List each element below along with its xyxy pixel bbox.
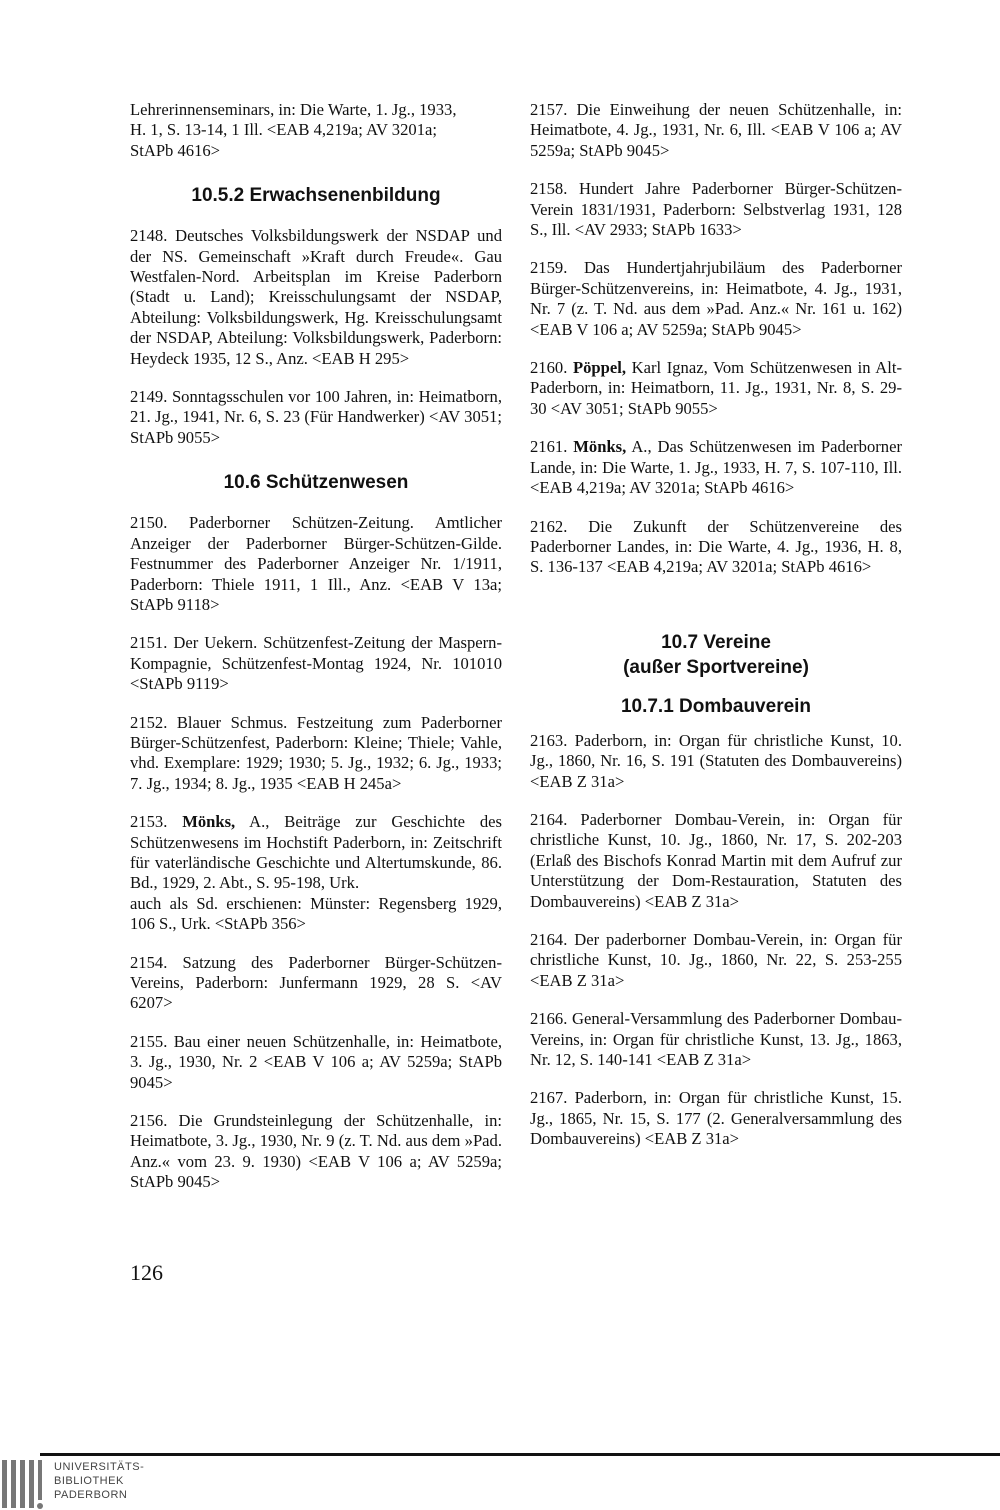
library-logo-text	[54, 1460, 144, 1502]
library-logo-line-3: PADERBORN	[54, 1489, 128, 1501]
entry-2150: 2150. Paderborner Schützen-Zeitung. Amtlicher Anzeiger der Paderborner Bürger-Schützen-Gilde. Festnummer des Paderborner Anzeiger Nr. 1/1911, Paderborn: Thiele 1911, 1 Ill., Anz. <EAB V 13a; StAPb 9118>	[130, 513, 502, 614]
footer-rule	[40, 1453, 1000, 1456]
entry-2155: 2155. Bau einer neuen Schützenhalle, in: Heimatbote, 3. Jg., 1930, Nr. 2 <EAB V 106 a; AV 5259a; StAPb 9045>	[130, 1031, 502, 1092]
entry-2161-number: 2161.	[530, 437, 568, 457]
entry-continued-line-2: H. 1, S. 13-14, 1 Ill. <EAB 4,219a; AV 3201a;	[130, 120, 437, 140]
heading-10-7	[530, 630, 902, 680]
library-logo-icon	[0, 1460, 50, 1510]
library-logo-line-1: UNIVERSITÄTS-	[54, 1461, 145, 1473]
entry-continued-line-3: StAPb 4616>	[130, 140, 221, 160]
entry-2163: 2163. Paderborn, in: Organ für christliche Kunst, 10. Jg., 1860, Nr. 16, S. 191 (Statuten des Dombauvereins) <EAB Z 31a>	[530, 730, 902, 791]
entry-2164-a: 2164. Paderborner Dombau-Verein, in: Organ für christliche Kunst, 10. Jg., 1860, Nr. 17, S. 202-203 (Erlaß des Bischofs Konrad Martin mit dem Aufruf zur Unterstützung der Dom-Restauration, Statuten des Dombauvereins) <EAB Z 31a>	[530, 809, 902, 911]
entry-2160-author: Pöppel,	[572, 358, 626, 378]
heading-10-5-2: 10.5.2 Erwachsenenbildung	[191, 185, 441, 207]
library-logo-line-2: BIBLIOTHEK	[54, 1475, 124, 1487]
entry-2164-b: 2164. Der paderborner Dombau-Verein, in: Organ für christliche Kunst, 10. Jg., 1860, Nr. 22, S. 253-255 <EAB Z 31a>	[530, 929, 902, 990]
entry-continued-line-1: Lehrerinnenseminars, in: Die Warte, 1. Jg., 1933,	[130, 100, 457, 119]
entry-2159: 2159. Das Hundertjahrjubiläum des Paderborner Bürger-Schützenvereins, in: Heimatbote, 4. Jg., 1931, Nr. 7 (z. T. Nd. aus dem »Pad. Anz.« Nr. 161 u. 162) <EAB V 106 a; AV 5259a; StAPb 9045>	[530, 258, 902, 339]
entry-2162: 2162. Die Zukunft der Schützenvereine des Paderborner Landes, in: Die Warte, 4. Jg., 1936, H. 8, S. 136-137 <EAB 4,219a; AV 3201a; StAPb 4616>	[530, 516, 902, 577]
entry-2151: 2151. Der Uekern. Schützenfest-Zeitung der Maspern-Kompagnie, Schützenfest-Montag 1924, Nr. 101010 <StAPb 9119>	[130, 633, 502, 694]
page-number: 126	[130, 1260, 163, 1285]
entry-2158: 2158. Hundert Jahre Paderborner Bürger-Schützen-Verein 1831/1931, Paderborn: Selbstverlag 1931, 128 S., Ill. <AV 2933; StAPb 1633>	[530, 179, 902, 240]
entry-2161-author: Mönks,	[573, 437, 627, 457]
entry-2161-text: A., Das Schützenwesen im Paderborner Lande, in: Die Warte, 1. Jg., 1933, H. 7, S. 107-110, Ill. <EAB 4,219a; AV 3201a; StAPb 4616>	[530, 437, 902, 498]
entry-2153	[130, 812, 502, 934]
entry-2161	[530, 437, 902, 498]
entry-2160	[530, 358, 902, 419]
heading-10-7-line-1: 10.7 Vereine	[661, 631, 771, 653]
entry-continued	[130, 100, 502, 161]
entry-2160-text: Karl Ignaz, Vom Schützenwesen in Alt-Paderborn, in: Heimatborn, 11. Jg., 1931, Nr. 8, S. 29-30 <AV 3051; StAPb 9055>	[530, 358, 902, 418]
left-column	[130, 100, 502, 1211]
right-column	[530, 100, 902, 1168]
entry-2167: 2167. Paderborn, in: Organ für christliche Kunst, 15. Jg., 1865, Nr. 15, S. 177 (2. Generalversammlung des Dombauvereins) <EAB Z 31a>	[530, 1088, 902, 1149]
entry-2166: 2166. General-Versammlung des Paderborner Dombau-Vereins, in: Organ für christliche Kunst, 13. Jg., 1863, Nr. 12, S. 140-141 <EAB Z 31a>	[530, 1009, 902, 1069]
entry-2153-author: Mönks,	[182, 812, 236, 832]
entry-2157: 2157. Die Einweihung der neuen Schützenhalle, in: Heimatbote, 4. Jg., 1931, Nr. 6, Ill. <EAB V 106 a; AV 5259a; StAPb 9045>	[530, 100, 902, 160]
entry-2153-sd: auch als Sd. erschienen: Münster: Regensberg 1929, 106 S., Urk. <StAPb 356>	[130, 893, 502, 934]
entry-2148: 2148. Deutsches Volksbildungswerk der NSDAP und der NS. Gemeinschaft »Kraft durch Freude«. Gau Westfalen-Nord. Arbeitsplan im Kreise Paderborn (Stadt u. Land); Kreisschulungsamt der NSDAP, Abteilung: Volksbildungswerk, Hg. Kreisschulungsamt der NSDAP, Abteilung: Volksbildungswerk, Paderborn: Heydeck 1935, 12 S., Anz. <EAB H 295>	[130, 226, 502, 368]
heading-10-6: 10.6 Schützenwesen	[223, 472, 409, 494]
entry-2156: 2156. Die Grundsteinlegung der Schützenhalle, in: Heimatbote, 3. Jg., 1930, Nr. 9 (z. T. Nd. aus dem »Pad. Anz.« vom 23. 9. 1930) <EAB V 106 a; AV 5259a; StAPb 9045>	[130, 1111, 502, 1192]
entry-2152: 2152. Blauer Schmus. Festzeitung zum Paderborner Bürger-Schützenfest, Paderborn: Kleine; Thiele; Vahle, vhd. Exemplare: 1929; 1930; 5. Jg., 1932; 6. Jg., 1933; 7. Jg., 1934; 8. Jg., 1935 <EAB H 245a>	[130, 712, 502, 793]
entry-2153-text: A., Beiträge zur Geschichte des Schützenwesens im Hochstift Paderborn, in: Zeitschrift für vaterländische Geschichte und Altertumskunde, 86. Bd., 1929, 2. Abt., S. 95-198, Urk.	[130, 812, 502, 893]
entry-2149: 2149. Sonntagsschulen vor 100 Jahren, in: Heimatborn, 21. Jg., 1941, Nr. 6, S. 23 (Für Handwerker) <AV 3051; StAPb 9055>	[130, 387, 502, 447]
library-logo	[0, 1458, 160, 1510]
entry-2153-number: 2153.	[130, 812, 168, 832]
heading-10-7-line-2: (außer Sportvereine)	[623, 656, 809, 678]
heading-10-7-1: 10.7.1 Dombauverein	[620, 695, 812, 717]
entry-2154: 2154. Satzung des Paderborner Bürger-Schützen-Vereins, Paderborn: Junfermann 1929, 28 S. <AV 6207>	[130, 952, 502, 1013]
entry-2160-number: 2160.	[530, 358, 568, 378]
